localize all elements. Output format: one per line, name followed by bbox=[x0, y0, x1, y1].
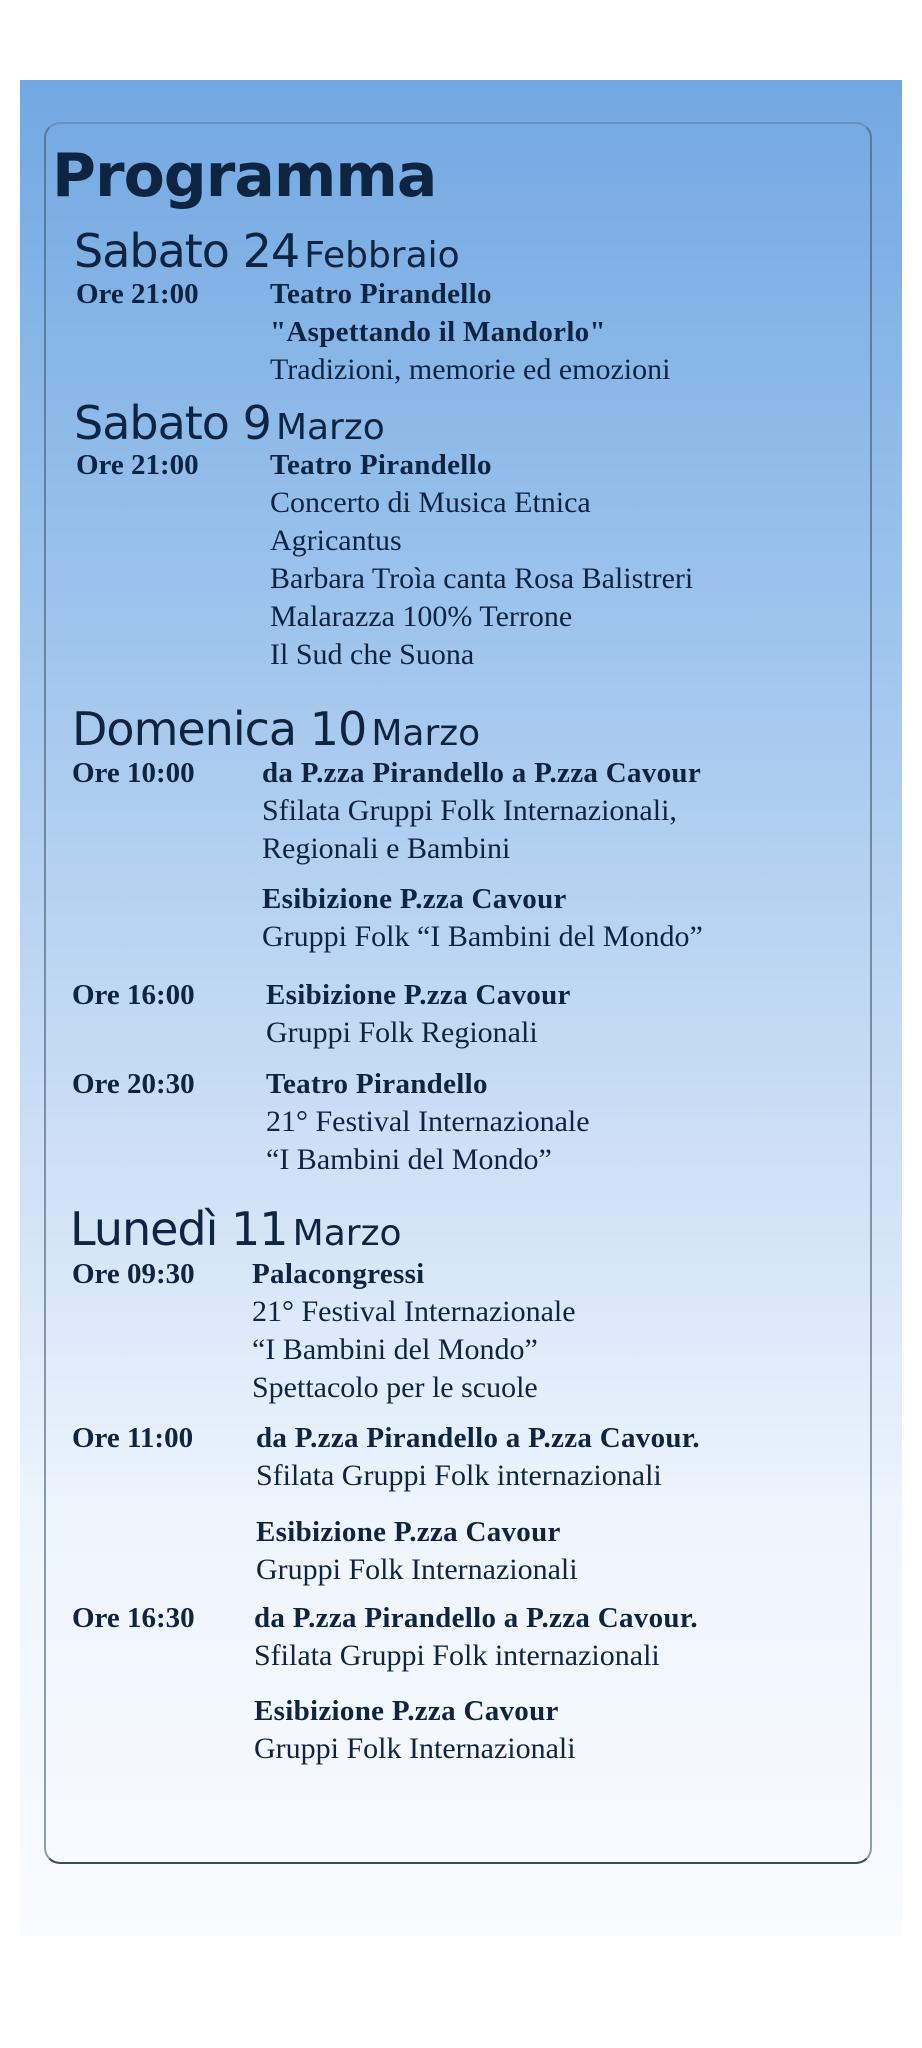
event-time: Ore 21:00 bbox=[76, 449, 199, 481]
event-time: Ore 10:00 bbox=[72, 757, 195, 789]
page-title: Programma bbox=[52, 141, 437, 211]
event-venue: Esibizione P.zza Cavour bbox=[254, 1695, 559, 1727]
event-title: "Aspettando il Mandorlo" bbox=[270, 316, 606, 348]
event-details bbox=[270, 275, 670, 389]
day-name: Domenica 10 bbox=[72, 702, 367, 756]
event-details bbox=[266, 976, 571, 1052]
day-month: Febbraio bbox=[304, 235, 460, 276]
event-details bbox=[256, 1419, 700, 1495]
event-venue: da P.zza Pirandello a P.zza Cavour bbox=[262, 757, 701, 789]
event-details bbox=[266, 1065, 590, 1179]
day-name: Sabato 24 bbox=[74, 224, 300, 278]
event-details bbox=[262, 880, 703, 956]
event-venue: da P.zza Pirandello a P.zza Cavour. bbox=[254, 1602, 698, 1634]
event-line: Sfilata Gruppi Folk internazionali bbox=[256, 1459, 662, 1492]
day-month: Marzo bbox=[371, 713, 481, 754]
event-time: Ore 21:00 bbox=[76, 278, 199, 310]
event-line: Concerto di Musica Etnica bbox=[270, 486, 591, 519]
event-time: Ore 11:00 bbox=[72, 1422, 194, 1454]
day-month: Marzo bbox=[292, 1213, 402, 1254]
day-name: Sabato 9 bbox=[74, 396, 271, 450]
day-name: Lunedì 11 bbox=[70, 1202, 288, 1256]
event-line: Sfilata Gruppi Folk internazionali bbox=[254, 1639, 660, 1672]
event-venue: Esibizione P.zza Cavour bbox=[256, 1516, 561, 1548]
event-line: 21° Festival Internazionale bbox=[266, 1105, 590, 1138]
event-venue: Teatro Pirandello bbox=[270, 449, 492, 481]
event-time: Ore 20:30 bbox=[72, 1068, 195, 1100]
event-line: Malarazza 100% Terrone bbox=[270, 600, 573, 633]
event-time: Ore 16:00 bbox=[72, 979, 195, 1011]
event-time: Ore 09:30 bbox=[72, 1258, 195, 1290]
event-venue: Esibizione P.zza Cavour bbox=[266, 979, 571, 1011]
event-line: “I Bambini del Mondo” bbox=[252, 1333, 538, 1366]
event-details bbox=[254, 1692, 576, 1768]
event-details bbox=[254, 1599, 698, 1675]
event-details bbox=[256, 1513, 578, 1589]
event-venue: Palacongressi bbox=[252, 1258, 425, 1290]
event-venue: Teatro Pirandello bbox=[270, 278, 492, 310]
event-details bbox=[270, 446, 693, 674]
event-line: Barbara Troìa canta Rosa Balistreri bbox=[270, 562, 694, 595]
event-line: Il Sud che Suona bbox=[270, 638, 475, 671]
day-month: Marzo bbox=[275, 407, 385, 448]
event-details bbox=[262, 754, 701, 868]
event-line: Spettacolo per le scuole bbox=[252, 1371, 538, 1404]
event-line: Regionali e Bambini bbox=[262, 832, 511, 865]
event-details bbox=[252, 1255, 576, 1407]
event-venue: Teatro Pirandello bbox=[266, 1068, 488, 1100]
event-line: Tradizioni, memorie ed emozioni bbox=[270, 353, 671, 386]
event-line: Sfilata Gruppi Folk Internazionali, bbox=[262, 794, 677, 827]
event-venue: Esibizione P.zza Cavour bbox=[262, 883, 567, 915]
event-venue: da P.zza Pirandello a P.zza Cavour. bbox=[256, 1422, 700, 1454]
event-time: Ore 16:30 bbox=[72, 1602, 195, 1634]
event-line: Gruppi Folk Internazionali bbox=[254, 1732, 576, 1765]
event-line: Gruppi Folk “I Bambini del Mondo” bbox=[262, 920, 703, 953]
event-line: Agricantus bbox=[270, 524, 402, 557]
event-line: Gruppi Folk Regionali bbox=[266, 1016, 538, 1049]
event-line: Gruppi Folk Internazionali bbox=[256, 1553, 578, 1586]
event-line: “I Bambini del Mondo” bbox=[266, 1143, 552, 1176]
event-line: 21° Festival Internazionale bbox=[252, 1295, 576, 1328]
